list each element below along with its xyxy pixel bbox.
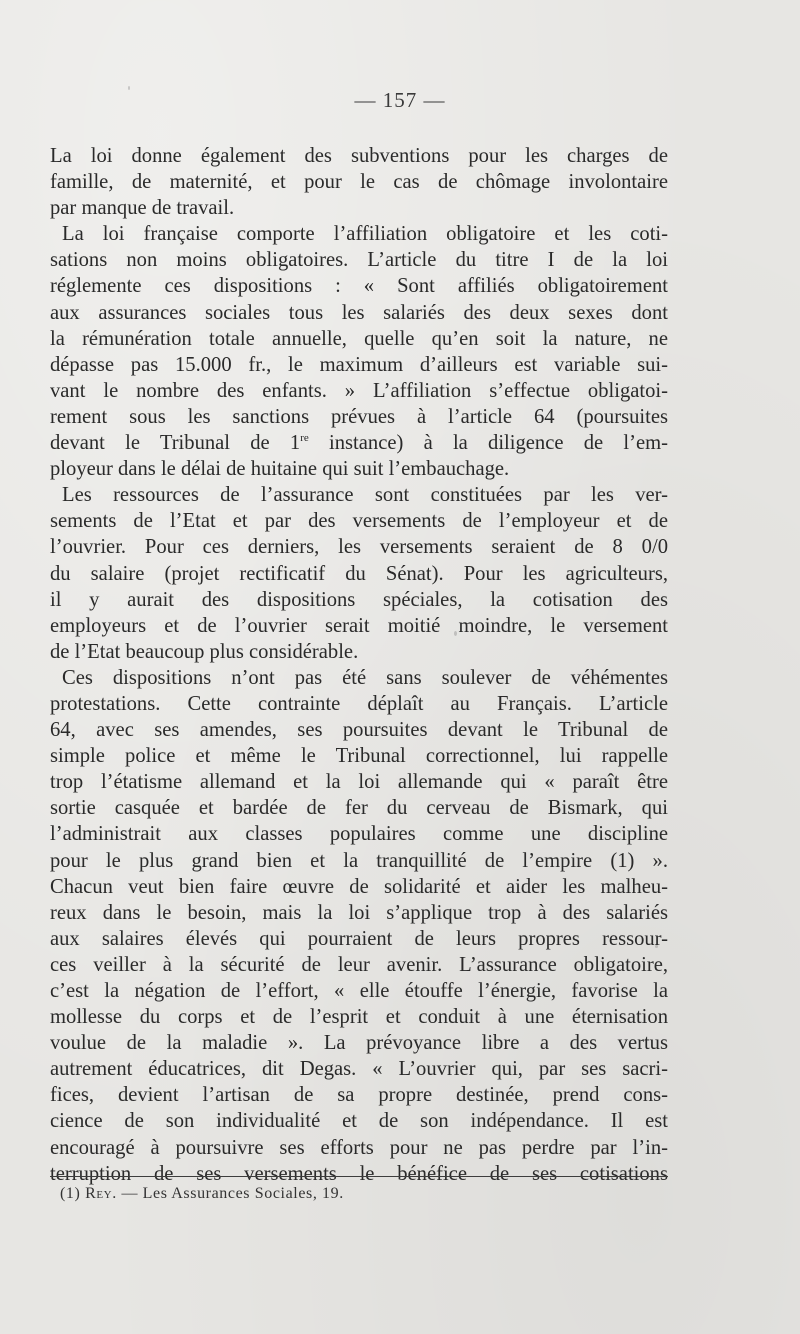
text-line: encouragé à poursuivre ses efforts pour ne pas perdre par l’in- xyxy=(50,1136,668,1159)
text-line: Chacun veut bien faire œuvre de solidarité et aider les malheu- xyxy=(50,875,668,898)
text-line: rement sous les sanctions prévues à l’article 64 (poursuites xyxy=(50,405,668,428)
text-line: vant le nombre des enfants. » L’affiliation s’effectue obligatoi- xyxy=(50,379,668,402)
text-line: 64, avec ses amendes, ses poursuites devant le Tribunal de xyxy=(50,719,668,742)
text-line: sations non moins obligatoires. L’article du titre I de la loi xyxy=(50,249,668,272)
text-line: voulue de la maladie ». La prévoyance libre a des vertus xyxy=(50,1032,668,1055)
text-line: Ces dispositions n’ont pas été sans soulever de véhémentes xyxy=(62,666,668,689)
text-line: sements de l’Etat et par des versements de l’employeur et de xyxy=(50,510,668,533)
text-line: c’est la négation de l’effort, « elle étouffe l’énergie, favorise la xyxy=(50,980,668,1002)
footnote-text: — Les Assurances Sociales, 19. xyxy=(121,1185,344,1202)
text-line: La loi française comporte l’affiliation obligatoire et les coti- xyxy=(62,223,668,246)
text-line: par manque de travail. xyxy=(50,197,235,220)
text-line-with-superscript xyxy=(50,430,668,456)
text-line: sortie casquée et bardée de fer du cerveau de Bismark, qui xyxy=(50,797,668,820)
text-line: aux salaires élevés qui pourraient de leurs propres ressour- xyxy=(50,927,668,950)
body-text xyxy=(50,143,668,1187)
text-line: protestations. Cette contrainte déplaît au Français. L’article xyxy=(50,692,668,715)
paper-speck xyxy=(454,631,457,636)
footnote-marker: (1) xyxy=(60,1185,81,1202)
text-line: terruption de ses versements le bénéfice de ses cotisations xyxy=(50,1162,668,1185)
paper-speck xyxy=(655,945,658,948)
text-line: fices, devient l’artisan de sa propre destinée, prend cons- xyxy=(50,1084,668,1107)
text-line: employeurs et de l’ouvrier serait moitié moindre, le versement xyxy=(50,614,668,637)
text-line: l’ouvrier. Pour ces derniers, les versements seraient de 8 0/0 xyxy=(50,536,668,559)
text-line: La loi donne également des subventions pour les charges de xyxy=(50,145,668,167)
page-number: — 157 — xyxy=(354,88,446,112)
text-line: du salaire (projet rectificatif du Sénat). Pour les agriculteurs, xyxy=(50,562,668,585)
text-line: famille, de maternité, et pour le cas de chômage involontaire xyxy=(50,171,668,194)
text-line: l’administrait aux classes populaires comme une discipline xyxy=(50,823,668,846)
text-line: réglemente ces dispositions : « Sont affiliés obligatoirement xyxy=(50,275,668,298)
superscript: re xyxy=(300,432,309,445)
paper-speck xyxy=(128,86,130,90)
text-line: autrement éducatrices, dit Degas. « L’ouvrier qui, par ses sacri- xyxy=(50,1058,668,1081)
text-line: il y aurait des dispositions spéciales, la cotisation des xyxy=(50,588,668,611)
text-line: ployeur dans le délai de huitaine qui suit l’embauchage. xyxy=(50,458,510,481)
text-line: la rémunération totale annuelle, quelle qu’en soit la nature, ne xyxy=(50,327,668,350)
text-line: pour le plus grand bien et la tranquillité de l’empire (1) ». xyxy=(50,849,668,872)
text-line: reux dans le besoin, mais la loi s’applique trop à des salariés xyxy=(50,901,668,924)
text-line: cience de son individualité et de son indépendance. Il est xyxy=(50,1110,668,1133)
footnote-author: Rey. xyxy=(85,1185,117,1202)
text-fragment: devant le Tribunal de 1 xyxy=(50,432,301,455)
text-line: simple police et même le Tribunal correctionnel, lui rappelle xyxy=(50,745,668,768)
text-fragment: instance) à la diligence de l’em- xyxy=(308,432,668,455)
text-line: mollesse du corps et de l’esprit et conduit à une éternisation xyxy=(50,1006,668,1029)
text-line: trop l’étatisme allemand et la loi allemande qui « paraît être xyxy=(50,771,668,794)
text-line: aux assurances sociales tous les salariés des deux sexes dont xyxy=(50,301,668,324)
text-line: dépasse pas 15.000 fr., le maximum d’ailleurs est variable sui- xyxy=(50,353,668,376)
text-line: ces veiller à la sécurité de leur avenir. L’assurance obligatoire, xyxy=(50,953,668,976)
footnote-rule xyxy=(50,1176,668,1177)
text-line: de l’Etat beaucoup plus considérable. xyxy=(50,640,359,663)
footnote xyxy=(60,1185,344,1203)
text-line: Les ressources de l’assurance sont constituées par les ver- xyxy=(62,484,668,507)
